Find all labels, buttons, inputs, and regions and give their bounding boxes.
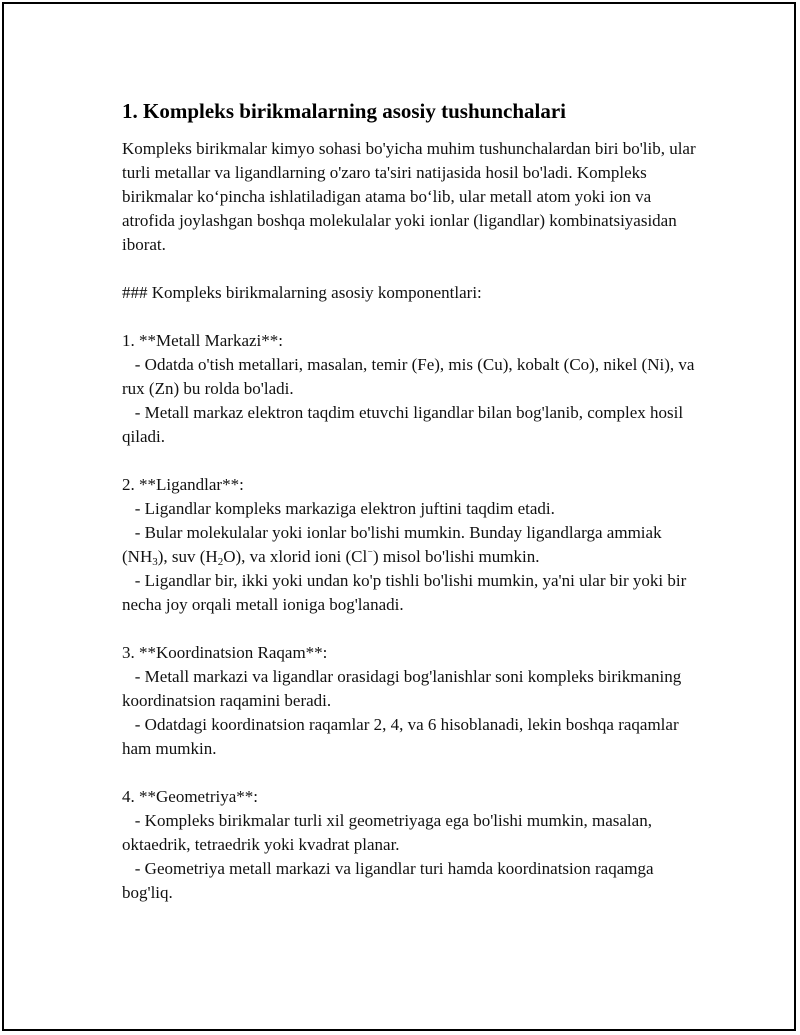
section-item: - Metall markaz elektron taqdim etuvchi ligandlar bilan bog'lanib, complex hosil qiladi. bbox=[122, 403, 688, 446]
formula-text-mid1: ), suv (H bbox=[157, 547, 218, 566]
section-item: - Odatdagi koordinatsion raqamlar 2, 4, va 6 hisoblanadi, lekin boshqa raqamlar ham mumkin. bbox=[122, 715, 683, 758]
superscript-minus: ⁻ bbox=[367, 548, 374, 560]
page-title: 1. Kompleks birikmalarning asosiy tushunchalari bbox=[122, 99, 567, 123]
section-title: 4. **Geometriya**: bbox=[122, 787, 258, 806]
page-frame bbox=[2, 2, 796, 1031]
formula-text-mid2: O), va xlorid ioni (Cl bbox=[223, 547, 368, 566]
document-body bbox=[122, 97, 702, 905]
section-item-formulas bbox=[122, 521, 702, 569]
section-title: 3. **Koordinatsion Raqam**: bbox=[122, 643, 328, 662]
intro-paragraph: Kompleks birikmalar kimyo sohasi bo'yicha muhim tushunchalardan biri bo'lib, ular turli metallar va ligandlarning o'zaro ta'siri natijasida hosil bo'ladi. Kompleks birikmalar ko‘pincha ishlatiladigan atama bo‘lib, ular metall atom yoki ion va atrofida joylashgan boshqa molekulalar yoki ionlar (ligandlar) kombinatsiyasidan iborat. bbox=[122, 139, 696, 254]
section-item: - Ligandlar bir, ikki yoki undan ko'p tishli bo'lishi mumkin, ya'ni ular bir yoki bir necha joy orqali metall ioniga bog'lanadi. bbox=[122, 571, 691, 614]
section-item: - Geometriya metall markazi va ligandlar turi hamda koordinatsion raqamga bog'liq. bbox=[122, 859, 658, 902]
section-item: - Kompleks birikmalar turli xil geometriyaga ega bo'lishi mumkin, masalan, oktaedrik, tetraedrik yoki kvadrat planar. bbox=[122, 811, 657, 854]
subscript-3: 3 bbox=[152, 556, 158, 568]
section-title: 1. **Metall Markazi**: bbox=[122, 331, 283, 350]
formula-text-pre: - Bular molekulalar yoki ionlar bo'lishi mumkin. Bunday ligandlarga ammiak (NH bbox=[122, 523, 666, 566]
section-item: - Metall markazi va ligandlar orasidagi bog'lanishlar soni kompleks birikmaning koordinatsion raqamini beradi. bbox=[122, 667, 686, 710]
formula-text-post: ) misol bo'lishi mumkin. bbox=[373, 547, 540, 566]
section-title: 2. **Ligandlar**: bbox=[122, 475, 244, 494]
section-item: - Odatda o'tish metallari, masalan, temir (Fe), mis (Cu), kobalt (Co), nikel (Ni), va rux (Zn) bu rolda bo'ladi. bbox=[122, 355, 699, 398]
subscript-2: 2 bbox=[217, 556, 224, 568]
section-item: - Ligandlar kompleks markaziga elektron juftini taqdim etadi. bbox=[122, 499, 555, 518]
components-subheading: ### Kompleks birikmalarning asosiy komponentlari: bbox=[122, 283, 482, 302]
